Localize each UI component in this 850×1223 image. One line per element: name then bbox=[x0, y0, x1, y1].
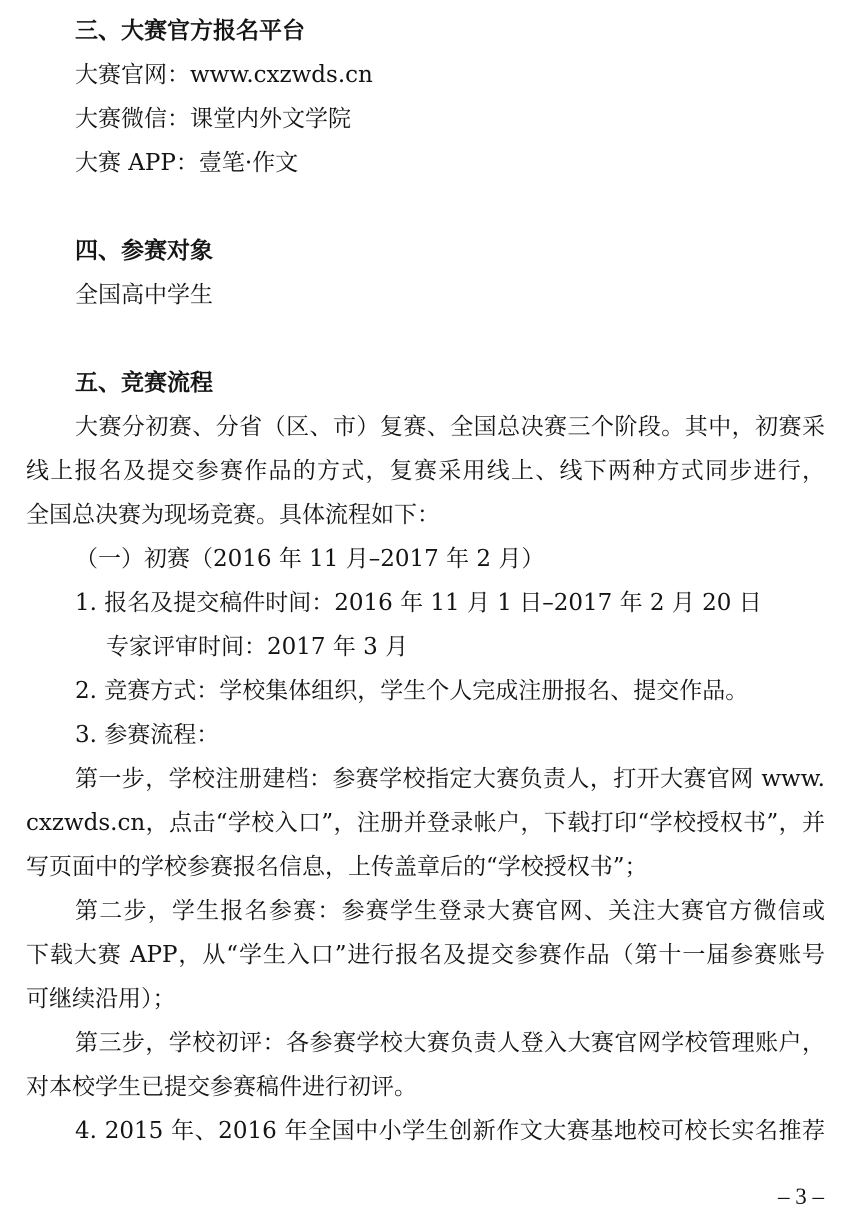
registration-time-item: 1. 报名及提交稿件时间：2016 年 11 月 1 日–2017 年 2 月 20 日 bbox=[75, 590, 762, 616]
preliminary-stage-heading: （一）初赛（2016 年 11 月–2017 年 2 月） bbox=[75, 546, 545, 572]
official-app-line: 大赛 APP：壹笔·作文 bbox=[75, 150, 299, 176]
official-wechat-line: 大赛微信：课堂内外文学院 bbox=[75, 106, 351, 132]
intro-paragraph-line: 全国总决赛为现场竞赛。具体流程如下： bbox=[26, 502, 440, 528]
intro-paragraph-line: 大赛分初赛、分省（区、市）复赛、全国总决赛三个阶段。其中，初赛采 bbox=[75, 414, 825, 440]
step-1-line: 第一步，学校注册建档：参赛学校指定大赛负责人，打开大赛官网 www. bbox=[75, 766, 825, 792]
base-school-item: 4. 2015 年、2016 年全国中小学生创新作文大赛基地校可校长实名推荐 bbox=[75, 1118, 825, 1144]
step-2-line: 第二步，学生报名参赛：参赛学生登录大赛官网、关注大赛官方微信或 bbox=[75, 898, 825, 924]
step-1-line: cxzwds.cn，点击“学校入口”，注册并登录帐户，下载打印“学校授权书”，并 bbox=[26, 810, 825, 836]
participants-line: 全国高中学生 bbox=[75, 282, 213, 308]
review-time-item: 专家评审时间：2017 年 3 月 bbox=[106, 634, 409, 660]
section-4-heading: 四、参赛对象 bbox=[75, 238, 213, 264]
official-website-line: 大赛官网：www.cxzwds.cn bbox=[75, 62, 373, 88]
section-5-heading: 五、竞赛流程 bbox=[75, 370, 213, 396]
page-number: – 3 – bbox=[778, 1184, 824, 1209]
step-3-line: 第三步，学校初评：各参赛学校大赛负责人登入大赛官网学校管理账户， bbox=[75, 1030, 825, 1056]
competition-method-item: 2. 竞赛方式：学校集体组织，学生个人完成注册报名、提交作品。 bbox=[75, 678, 749, 704]
process-item: 3. 参赛流程： bbox=[75, 722, 220, 748]
step-1-line: 写页面中的学校参赛报名信息，上传盖章后的“学校授权书”； bbox=[26, 854, 648, 880]
step-3-line: 对本校学生已提交参赛稿件进行初评。 bbox=[26, 1074, 417, 1100]
section-3-heading: 三、大赛官方报名平台 bbox=[75, 18, 305, 44]
intro-paragraph-line: 线上报名及提交参赛作品的方式，复赛采用线上、线下两种方式同步进行， bbox=[26, 458, 825, 484]
step-2-line: 下载大赛 APP，从“学生入口”进行报名及提交参赛作品（第十一届参赛账号 bbox=[26, 942, 825, 968]
step-2-line: 可继续沿用）； bbox=[26, 986, 176, 1012]
